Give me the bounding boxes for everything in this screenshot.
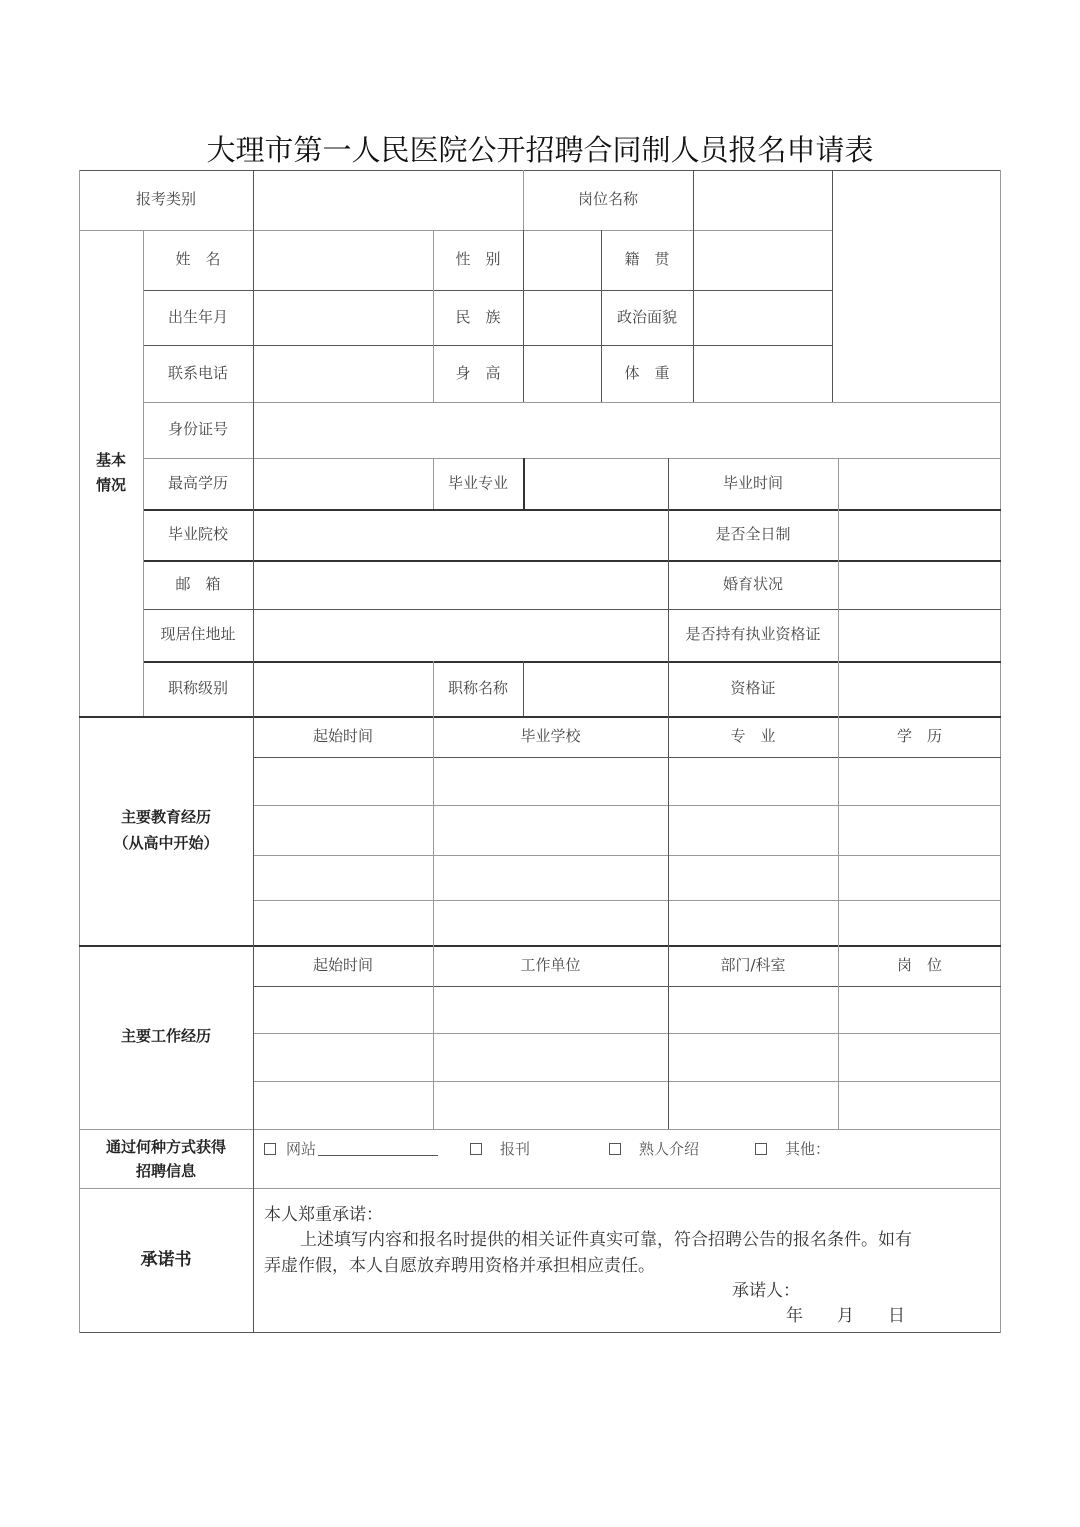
section-basic-line1: 基本 (95, 450, 126, 469)
label-ethnicity: 民 族 (455, 307, 501, 326)
label-certificate: 资格证 (730, 678, 776, 697)
input-native-place[interactable] (693, 230, 832, 290)
source-label-line1: 通过何种方式获得 (105, 1137, 226, 1156)
input-school[interactable] (253, 509, 668, 560)
pledge-body-line1: 上述填写内容和报名时提供的相关证件真实可靠，符合招聘公告的报名条件。如有 (300, 1230, 912, 1250)
input-weight[interactable] (693, 345, 832, 402)
edu-row[interactable] (253, 757, 1001, 805)
work-header-position: 岗 位 (896, 955, 942, 974)
input-education[interactable] (253, 458, 433, 509)
checkbox-icon[interactable] (264, 1143, 276, 1155)
work-header-employer: 工作单位 (520, 955, 581, 974)
edu-header-degree: 学 历 (896, 726, 942, 745)
input-address[interactable] (253, 609, 668, 661)
option-website-label: 网站 (286, 1140, 317, 1158)
option-other-label: 其他： (785, 1140, 831, 1158)
input-id-number[interactable] (253, 402, 1001, 458)
option-referral[interactable] (609, 1138, 699, 1159)
pledge-body-line2: 弄虚作假，本人自愿放弃聘用资格并承担相应责任。 (264, 1256, 655, 1276)
source-label-line2: 招聘信息 (135, 1161, 196, 1180)
input-title-level[interactable] (253, 661, 433, 716)
section-work-history: 主要工作经历 (120, 1027, 211, 1046)
label-name: 姓 名 (175, 250, 221, 269)
label-category: 报考类别 (135, 190, 196, 209)
checkbox-icon[interactable] (755, 1143, 767, 1155)
label-weight: 体 重 (624, 363, 670, 382)
label-phone: 联系电话 (167, 363, 228, 382)
label-id-number: 身份证号 (167, 420, 228, 439)
label-school: 毕业院校 (167, 524, 228, 543)
section-pledge: 承诺书 (140, 1250, 192, 1271)
label-title-name: 职称名称 (447, 678, 508, 697)
input-height[interactable] (523, 345, 601, 402)
pledge-date: 年 月 日 (786, 1306, 905, 1326)
input-phone[interactable] (253, 345, 433, 402)
option-other[interactable] (755, 1138, 830, 1159)
input-title-name[interactable] (523, 661, 668, 716)
label-major: 毕业专业 (447, 473, 508, 492)
label-address: 现居住地址 (160, 625, 236, 644)
pledge-signer: 承诺人： (732, 1281, 800, 1301)
label-native-place: 籍 贯 (624, 250, 670, 269)
website-blank[interactable] (318, 1141, 438, 1156)
edu-row[interactable] (253, 855, 1001, 900)
label-political: 政治面貌 (616, 307, 677, 326)
work-row[interactable] (253, 986, 1001, 1033)
form-title: 大理市第一人民医院公开招聘合同制人员报名申请表 (206, 133, 874, 167)
label-position: 岗位名称 (577, 190, 638, 209)
edu-row[interactable] (253, 805, 1001, 855)
label-full-time: 是否全日制 (715, 524, 791, 543)
section-info-source (79, 1129, 253, 1188)
option-referral-label: 熟人介绍 (639, 1140, 700, 1158)
label-education: 最高学历 (167, 473, 228, 492)
input-category[interactable] (253, 170, 523, 230)
work-header-start-time: 起始时间 (312, 955, 373, 974)
input-birth[interactable] (253, 290, 433, 345)
label-height: 身 高 (455, 363, 501, 382)
option-newspaper[interactable] (470, 1138, 530, 1159)
work-row[interactable] (253, 1081, 1001, 1129)
label-grad-time: 毕业时间 (722, 473, 783, 492)
work-header-department: 部门/科室 (720, 955, 786, 974)
education-label-line1: 主要教育经历 (120, 808, 211, 826)
edu-row[interactable] (253, 900, 1001, 945)
photo-cell[interactable] (832, 170, 1001, 402)
section-basic-info (79, 230, 143, 716)
checkbox-icon[interactable] (470, 1143, 482, 1155)
input-license[interactable] (838, 609, 1001, 661)
input-full-time[interactable] (838, 509, 1001, 560)
section-basic-line2: 情况 (95, 476, 126, 494)
input-ethnicity[interactable] (523, 290, 601, 345)
input-grad-time[interactable] (838, 458, 1001, 509)
label-gender: 性 别 (455, 250, 501, 269)
input-email[interactable] (253, 560, 668, 609)
input-position[interactable] (693, 170, 832, 230)
pledge-intro: 本人郑重承诺： (264, 1205, 383, 1225)
edu-header-school: 毕业学校 (520, 726, 581, 745)
label-marital: 婚育状况 (722, 574, 783, 593)
label-license: 是否持有执业资格证 (685, 625, 821, 644)
edu-header-major: 专 业 (730, 726, 776, 745)
option-website[interactable] (264, 1138, 438, 1159)
section-education-history (79, 716, 253, 945)
label-title-level: 职称级别 (167, 678, 228, 697)
checkbox-icon[interactable] (609, 1143, 621, 1155)
option-newspaper-label: 报刊 (500, 1140, 531, 1158)
edu-header-start-time: 起始时间 (312, 726, 373, 745)
education-label-line2: （从高中开始） (113, 833, 219, 852)
input-major[interactable] (523, 458, 668, 509)
input-certificate[interactable] (838, 661, 1001, 716)
input-marital[interactable] (838, 560, 1001, 609)
work-row[interactable] (253, 1033, 1001, 1081)
input-gender[interactable] (523, 230, 601, 290)
input-name[interactable] (253, 230, 433, 290)
input-political[interactable] (693, 290, 832, 345)
label-birth: 出生年月 (167, 307, 228, 326)
label-email: 邮 箱 (175, 574, 221, 593)
